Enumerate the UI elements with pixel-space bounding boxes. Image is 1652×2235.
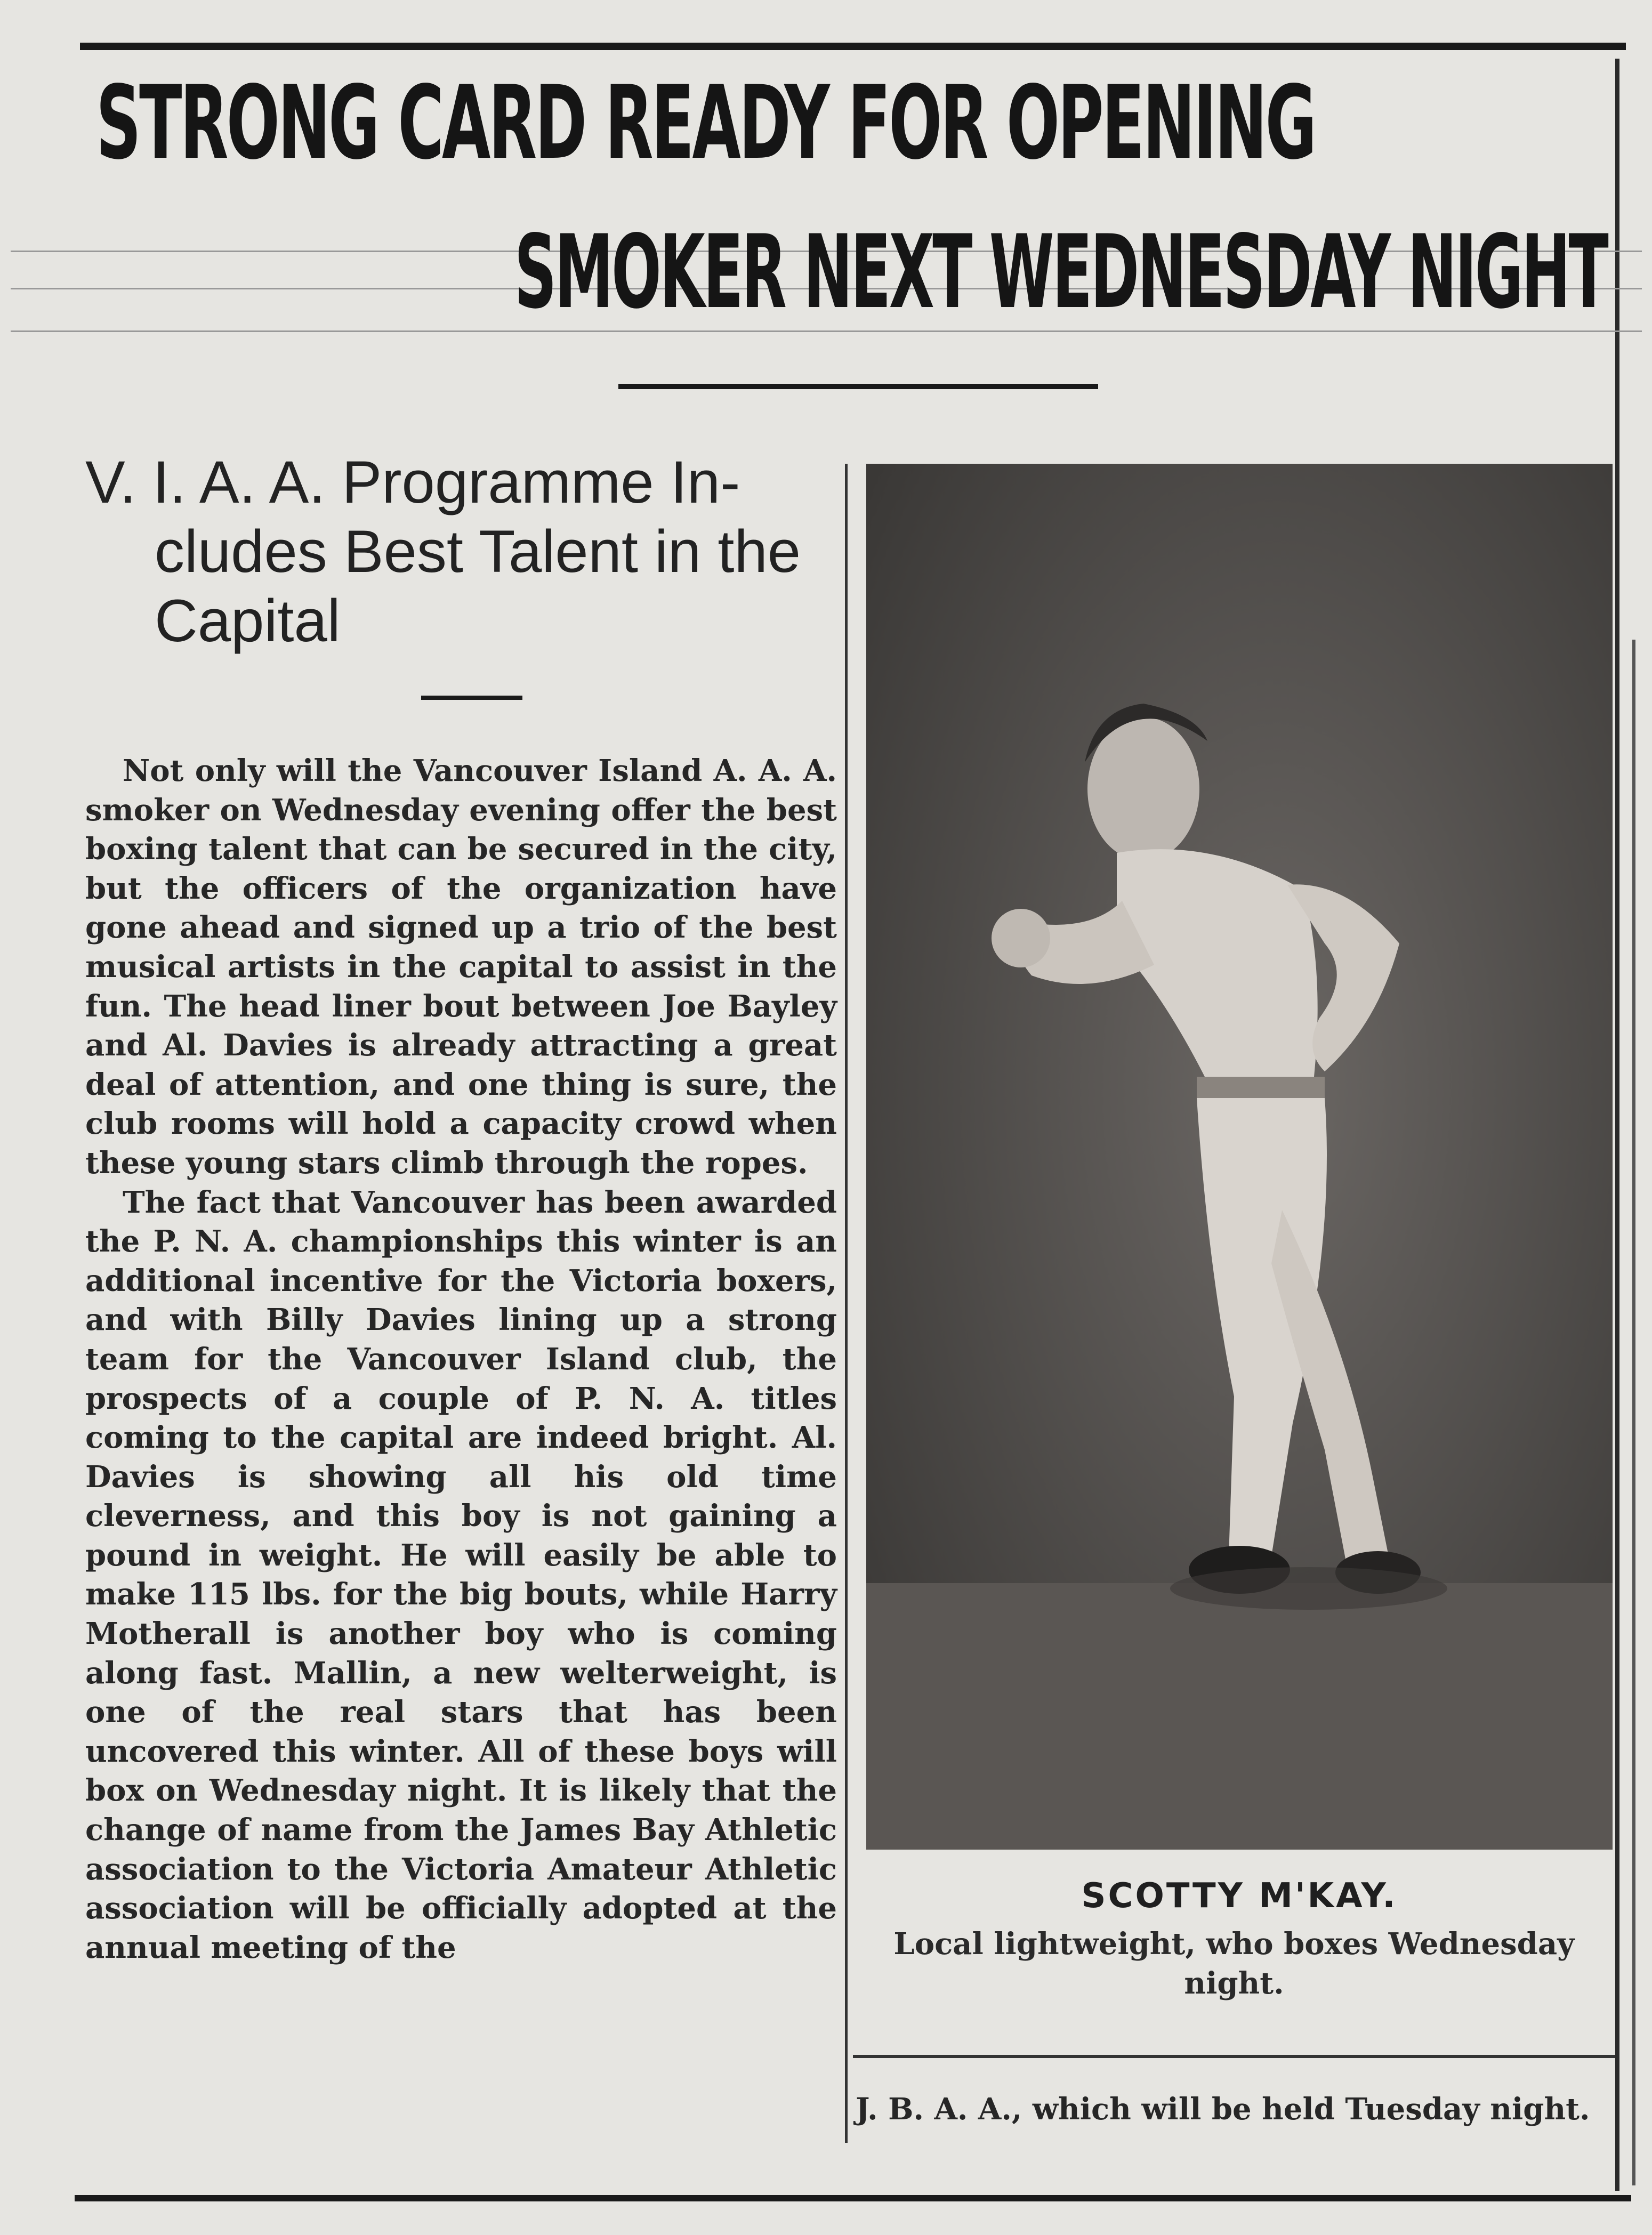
article-continuation: J. B. A. A., which will be held Tuesday night. <box>856 2092 1590 2127</box>
photo-caption-title: SCOTTY M'KAY. <box>1081 1876 1398 1916</box>
subheadline-line-1: V. I. A. A. Programme In- <box>85 449 740 515</box>
article-body <box>85 752 837 1967</box>
subheadline <box>85 448 842 656</box>
adjacent-column-edge <box>1632 640 1635 2185</box>
subheadline-line-2: cludes Best Talent in the <box>155 518 801 585</box>
subheadline-line-3: Capital <box>155 587 341 654</box>
headline-line-2: SMOKER NEXT WEDNESDAY NIGHT <box>514 213 1607 331</box>
headline-divider <box>618 384 1098 389</box>
subheadline-divider <box>421 696 522 700</box>
boxer-figure-illustration <box>866 464 1613 1850</box>
bottom-rule <box>75 2195 1631 2201</box>
right-column-rule <box>1615 59 1619 2191</box>
article-paragraph: The fact that Vancouver has been awarded the P. N. A. championships this winter is an additional incentive for the Victoria boxers, and with Billy Davies lining up a strong team for the Vancouver Island club, the prospects of a couple of P. N. A. titles coming to the capital are indeed bright. Al. Davies is showing all his old time cleverness, and this boy is not gaining a pound in weight. He will easily be able to make 115 lbs. for the big bouts, while Harry Motherall is another boy who is coming along fast. Mallin, a new welterweight, is one of the real stars that has been uncovered this winter. All of these boys will box on Wednesday night. It is likely that the change of name from the James Bay Athletic association to the Victoria Amateur Athletic association will be officially adopted at the annual meeting of the <box>85 1184 837 1965</box>
article-paragraph: Not only will the Vancouver Island A. A. A. smoker on Wednesday evening offer the best boxing talent that can be secured in the city, but the officers of the organization have gone ahead and signed up a trio of the best musical artists in the capital to assist in the fun. The head liner bout between Joe Bayley and Al. Davies is already attracting a great deal of attention, and one thing is sure, the club rooms will hold a capacity crowd when these young stars climb through the ropes. <box>85 753 837 1181</box>
caption-divider <box>853 2055 1615 2058</box>
photo-caption-description: Local lightweight, who boxes Wednesday night. <box>893 1926 1575 2001</box>
top-rule <box>80 43 1626 50</box>
headline-line-1: STRONG CARD READY FOR OPENING <box>96 64 1315 182</box>
column-divider <box>845 464 848 2143</box>
boxer-photo <box>866 464 1613 1850</box>
